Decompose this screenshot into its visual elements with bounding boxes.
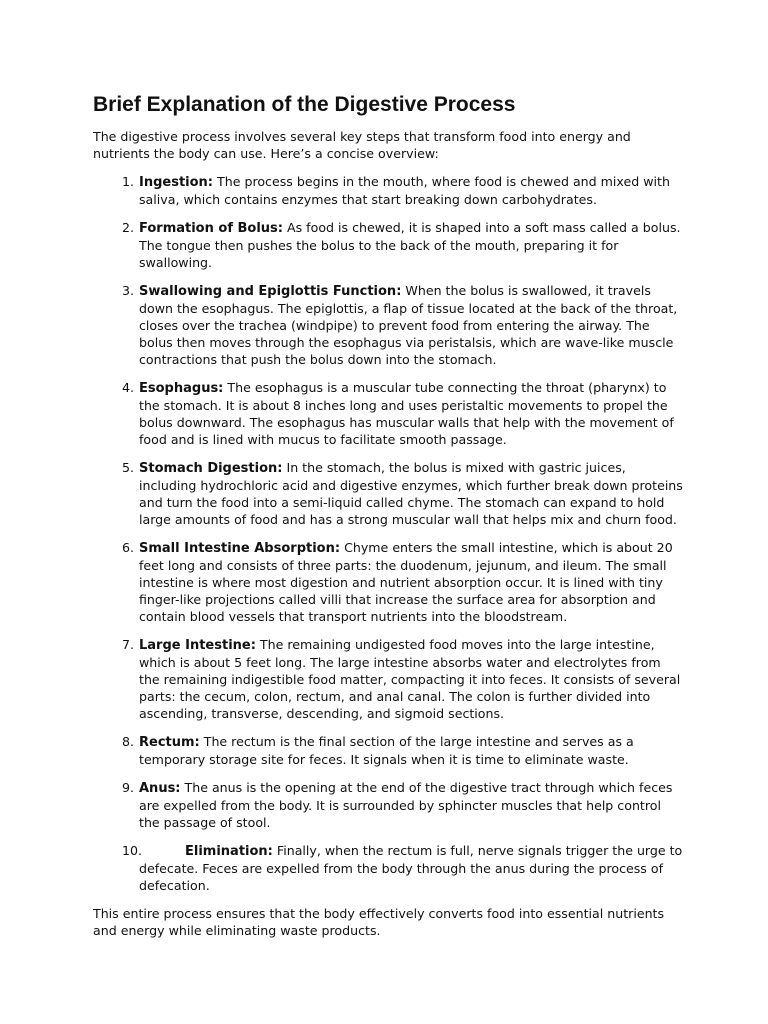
step-text: The anus is the opening at the end of the digestive tract through which feces are expelled from the body. It is surrounded by sphincter muscles that help control the passage of stool.	[139, 780, 673, 830]
step-term: Anus:	[139, 781, 181, 796]
intro-paragraph: The digestive process involves several key steps that transform food into energy and nutrients the body can use. Here’s a concise overview:	[93, 129, 631, 161]
step-text: Finally, when the rectum is full, nerve signals trigger the urge to defecate. Feces are expelled from the body through the anus during the process of defecation.	[139, 843, 683, 893]
step-term: Ingestion:	[139, 175, 214, 190]
list-item	[93, 779, 683, 831]
document-page	[93, 92, 683, 939]
step-text: The rectum is the final section of the large intestine and serves as a temporary storage site for feces. It signals when it is time to eliminate waste.	[139, 734, 634, 767]
step-term: Swallowing and Epiglottis Function:	[139, 284, 402, 299]
step-text: The process begins in the mouth, where food is chewed and mixed with saliva, which contains enzymes that start breaking down carbohydrates.	[139, 174, 670, 207]
list-item	[93, 459, 683, 528]
list-number: 10.	[122, 843, 143, 858]
step-text: The esophagus is a muscular tube connecting the throat (pharynx) to the stomach. It is about 8 inches long and uses peristaltic movements to propel the bolus downward. The esophagus has muscular walls that help with the movement of food and is lined with mucus to facilitate smooth passage.	[139, 380, 674, 447]
step-term: Rectum:	[139, 735, 200, 750]
step-text: In the stomach, the bolus is mixed with gastric juices, including hydrochloric acid and digestive enzymes, which further break down proteins and turn the food into a semi-liquid called chyme. The stomach can expand to hold large amounts of food and has a strong muscular wall that helps mix and churn food.	[139, 460, 683, 527]
list-number: 2.	[122, 220, 135, 235]
step-text: When the bolus is swallowed, it travels down the esophagus. The epiglottis, a flap of tissue located at the back of the throat, closes over the trachea (windpipe) to prevent food from entering the airway. The bolus then moves through the esophagus via peristalsis, which are wave-like muscle contractions that push the bolus down into the stomach.	[139, 283, 678, 367]
list-number: 4.	[122, 380, 135, 395]
list-item	[93, 173, 683, 208]
list-number: 5.	[122, 460, 135, 475]
list-number: 1.	[122, 174, 135, 189]
list-item	[93, 733, 683, 768]
list-number: 3.	[122, 283, 135, 298]
list-number: 8.	[122, 734, 135, 749]
steps-list	[93, 173, 683, 894]
step-term: Stomach Digestion:	[139, 461, 283, 476]
step-text: The remaining undigested food moves into the large intestine, which is about 5 feet long. The large intestine absorbs water and electrolytes from the remaining indigestible food matter, compacting it into feces. It consists of several parts: the cecum, colon, rectum, and anal canal. The colon is further divided into ascending, transverse, descending, and sigmoid sections.	[139, 637, 681, 721]
list-item	[93, 539, 683, 625]
list-item	[93, 842, 683, 894]
step-term: Esophagus:	[139, 381, 224, 396]
step-term: Large Intestine:	[139, 638, 256, 653]
document-title: Brief Explanation of the Digestive Process	[93, 93, 516, 116]
step-term: Small Intestine Absorption:	[139, 541, 341, 556]
conclusion-paragraph: This entire process ensures that the body effectively converts food into essential nutrients and energy while eliminating waste products.	[93, 906, 665, 938]
list-number: 9.	[122, 780, 135, 795]
list-item	[93, 282, 683, 368]
list-item	[93, 219, 683, 271]
list-number: 7.	[122, 637, 135, 652]
list-item	[93, 636, 683, 722]
step-text: As food is chewed, it is shaped into a soft mass called a bolus. The tongue then pushes the bolus to the back of the mouth, preparing it for swallowing.	[139, 220, 681, 270]
list-item	[93, 379, 683, 448]
step-term: Elimination:	[185, 844, 273, 859]
list-number: 6.	[122, 540, 135, 555]
step-term: Formation of Bolus:	[139, 221, 283, 236]
step-text: Chyme enters the small intestine, which is about 20 feet long and consists of three parts: the duodenum, jejunum, and ileum. The small intestine is where most digestion and nutrient absorption occur. It is lined with tiny finger-like projections called villi that increase the surface area for absorption and contain blood vessels that transport nutrients into the bloodstream.	[139, 540, 673, 624]
